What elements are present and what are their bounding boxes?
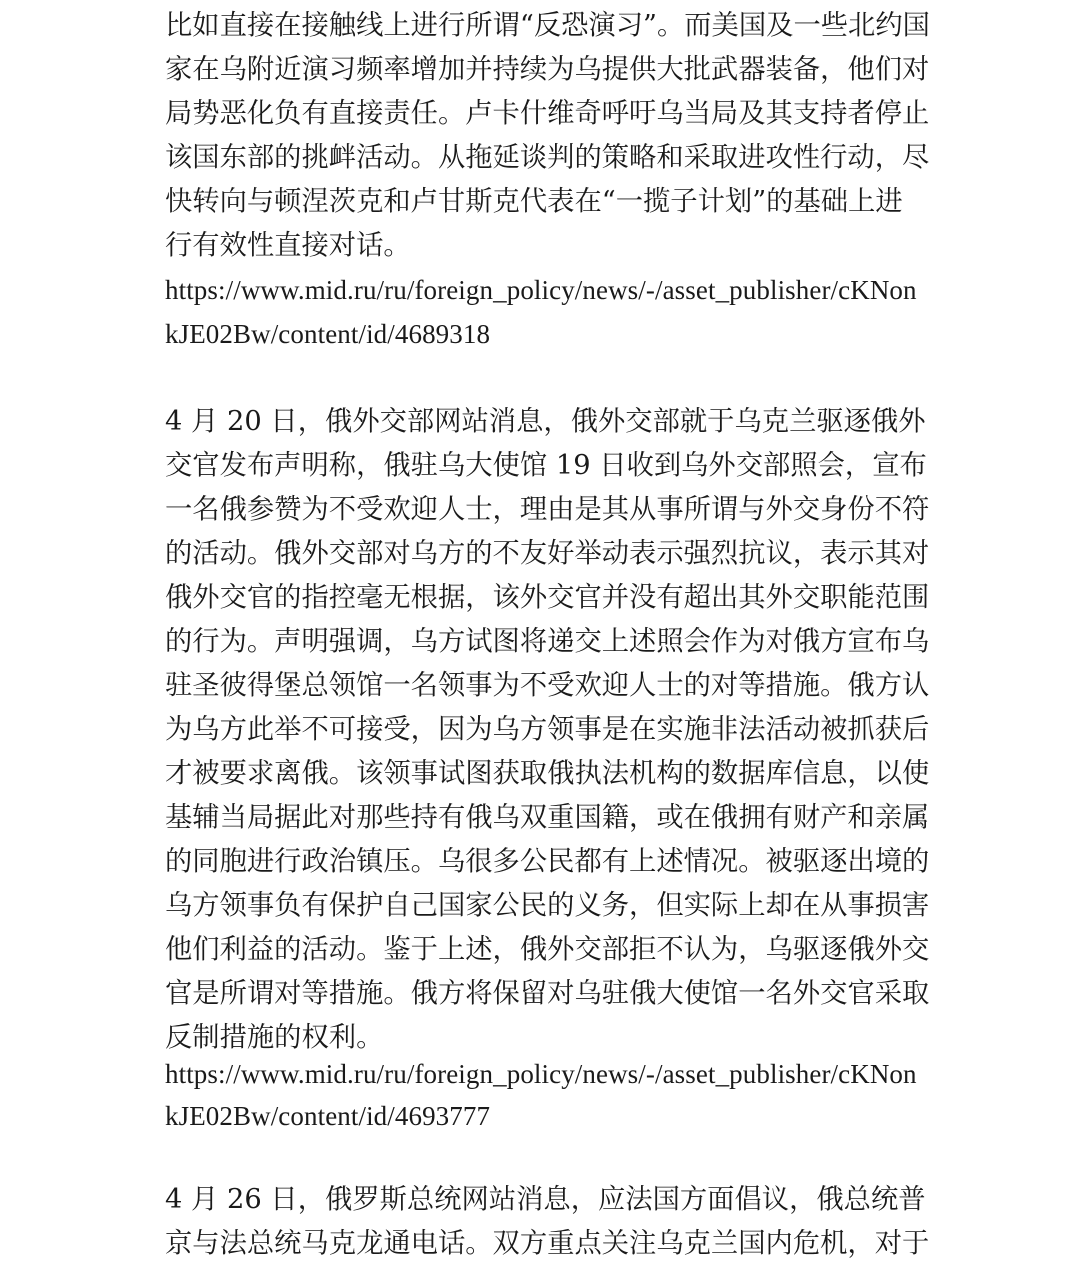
paragraph-line: 驻圣彼得堡总领馆一名领事为不受欢迎人士的对等措施。俄方认 (165, 670, 930, 701)
paragraph-line: 行有效性直接对话。 (165, 230, 411, 261)
paragraph-line: 乌方领事负有保护自己国家公民的义务，但实际上却在从事损害 (165, 890, 930, 921)
paragraph-line: 快转向与顿涅茨克和卢甘斯克代表在“一揽子计划”的基础上进 (165, 186, 903, 217)
paragraph-line: 反制措施的权利。 (165, 1022, 384, 1053)
paragraph-line: 才被要求离俄。该领事试图获取俄执法机构的数据库信息，以使 (165, 758, 930, 789)
paragraph-line: 为乌方此举不可接受，因为乌方领事是在实施非法活动被抓获后 (165, 714, 930, 745)
source-url-line[interactable]: kJE02Bw/content/id/4693777 (165, 1101, 491, 1131)
paragraph-line: 的行为。声明强调，乌方试图将递交上述照会作为对俄方宣布乌 (165, 626, 930, 657)
paragraph-line: 的同胞进行政治镇压。乌很多公民都有上述情况。被驱逐出境的 (165, 846, 930, 877)
paragraph-line: 局势恶化负有直接责任。卢卡什维奇呼吁乌当局及其支持者停止 (165, 98, 930, 129)
paragraph-line: 家在乌附近演习频率增加并持续为乌提供大批武器装备，他们对 (165, 54, 930, 85)
paragraph-line: 官是所谓对等措施。俄方将保留对乌驻俄大使馆一名外交官采取 (165, 978, 930, 1009)
source-url-line[interactable]: kJE02Bw/content/id/4689318 (165, 319, 491, 349)
paragraph-line: 4 月 20 日，俄外交部网站消息，俄外交部就于乌克兰驱逐俄外 (165, 406, 926, 437)
paragraph-line: 一名俄参赞为不受欢迎人士，理由是其从事所谓与外交身份不符 (165, 494, 930, 525)
paragraph-line: 交官发布声明称，俄驻乌大使馆 19 日收到乌外交部照会，宣布 (165, 450, 927, 481)
paragraph-line: 的活动。俄外交部对乌方的不友好举动表示强烈抗议，表示其对 (165, 538, 930, 569)
paragraph-line: 比如直接在接触线上进行所谓“反恐演习”。而美国及一些北约国 (165, 10, 930, 41)
paragraph-line: 4 月 26 日，俄罗斯总统网站消息，应法国方面倡议，俄总统普 (165, 1184, 926, 1215)
paragraph-line: 他们利益的活动。鉴于上述，俄外交部拒不认为，乌驱逐俄外交 (165, 934, 930, 965)
paragraph-line: 基辅当局据此对那些持有俄乌双重国籍，或在俄拥有财产和亲属 (165, 802, 930, 833)
source-url-line[interactable]: https://www.mid.ru/ru/foreign_policy/news/-/asset_publisher/cKNon (165, 1059, 917, 1089)
paragraph-line: 该国东部的挑衅活动。从拖延谈判的策略和采取进攻性行动，尽 (165, 142, 930, 173)
paragraph-line: 京与法总统马克龙通电话。双方重点关注乌克兰国内危机，对于 (165, 1228, 930, 1259)
paragraph-line: 俄外交官的指控毫无根据，该外交官并没有超出其外交职能范围 (165, 582, 930, 613)
source-url-line[interactable]: https://www.mid.ru/ru/foreign_policy/news/-/asset_publisher/cKNon (165, 275, 917, 305)
